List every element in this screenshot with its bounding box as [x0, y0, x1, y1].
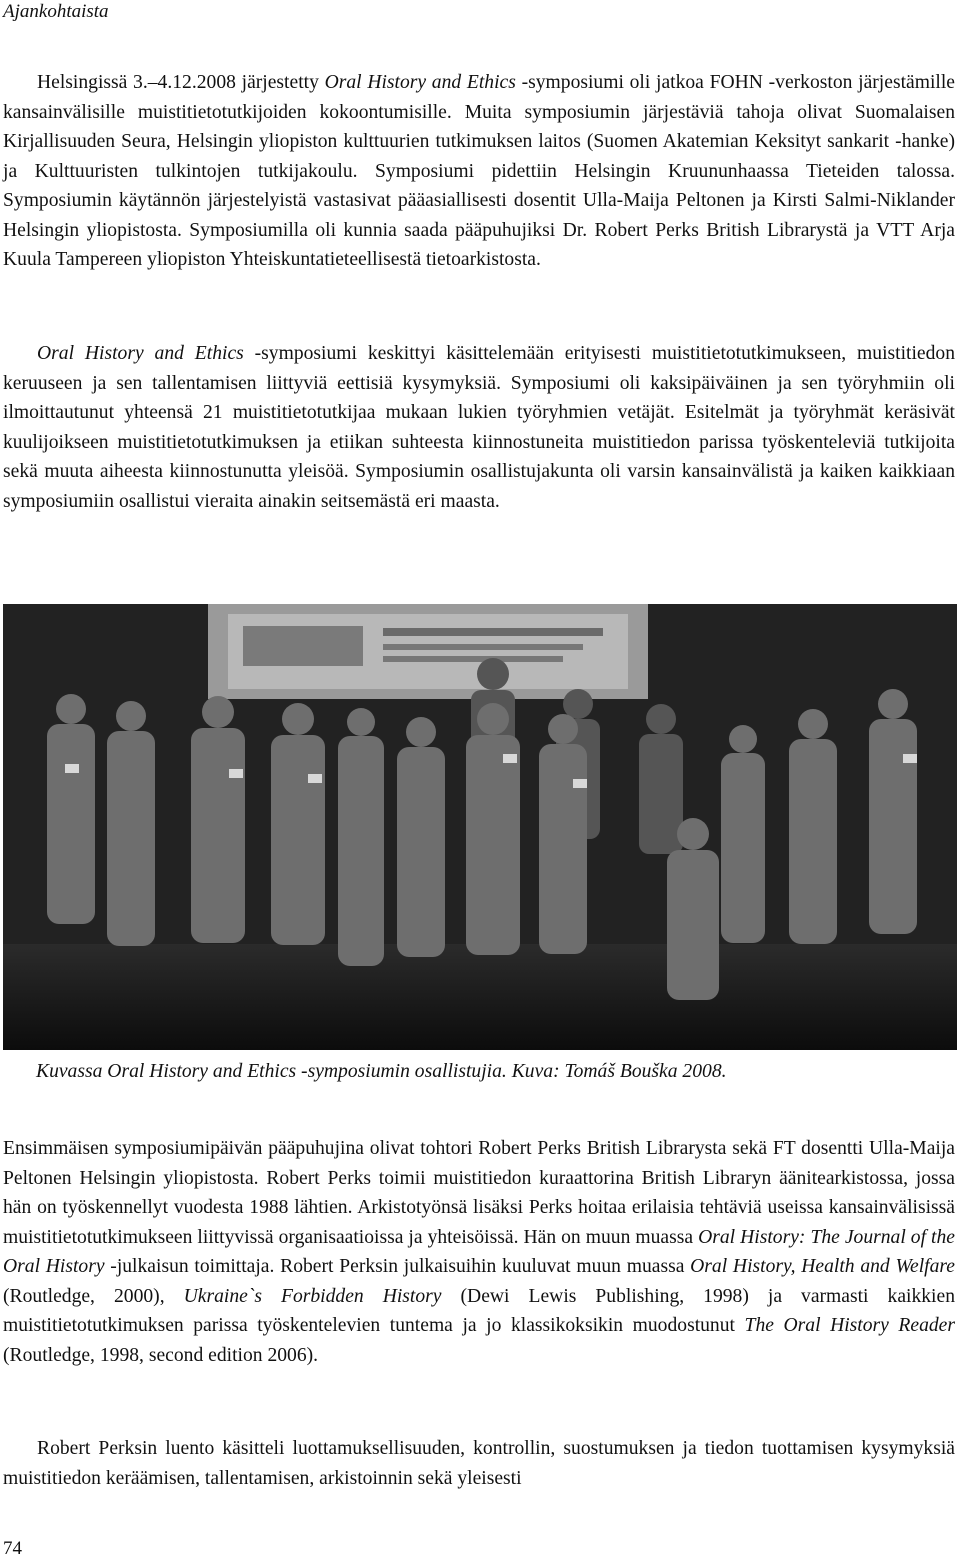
paragraph-intro: [3, 68, 955, 275]
text-run: Helsingissä 3.–4.12.2008 järjestetty: [37, 72, 325, 93]
italic-title: Ukraine`s Forbidden History: [183, 1285, 442, 1307]
paragraph-keynote-speakers: [3, 1134, 955, 1370]
text-run: -symposiumi keskittyi käsittelemään erityisesti muistitietotutkimukseen, muistitiedon keruuseen ja sen tallentamisen liittyviä eettisiä kysymyksiä. Symposiumi oli kaksipäiväinen ja sen työryhmiin oli ilmoittautunut yhteensä 21 muistitietotutkijaa mukaan lukien työryhmien vetäjät. Esitelmät ja työryhmät keräsivät kuulijoikseen muistitietotutkimuksen ja etiikan suhteesta kiinnostuneita muistitiedon parissa työskenteleviä tutkijoita sekä muuta aiheesta kiinnostunutta yleisöä. Symposiumin osallistujakunta oli varsin kansainvälistä ja kaiken kaikkiaan symposiumiin osallistui vieraita ainakin seitsemästä eri maasta.: [3, 343, 955, 512]
text-run: (Routledge, 2000),: [3, 1285, 184, 1307]
text-run: Ensimmäisen symposiumipäivän pääpuhujina olivat tohtori Robert Perks British Librarysta sekä FT dosentti Ulla-Maija Peltonen Helsingin yliopistosta. Robert Perks toimii muistitiedon kuraattorina British Libraryn äänitearkistossa, jossa hän on työskennellyt vuodesta 1988 lähtien. Arkistotyönsä lisäksi Perks hoitaa erilaisia tehtäviä useissa kansainvälisissä muistitietotutkimukseen liittyvissä organisaatioissa ja yhteisöissä. Hän on muun muassa: [3, 1138, 955, 1248]
paragraph-symposium-focus: [3, 339, 955, 516]
paragraph-perks-lecture: [3, 1434, 955, 1493]
text-run: -julkaisun toimittaja. Robert Perksin julkaisuihin kuuluvat muun muassa: [104, 1256, 691, 1277]
group-photo-illustration: [3, 604, 957, 1050]
text-run: (Dewi Lewis Publishing, 1998) ja varmasti kaikkien muistitietotutkimuksen parissa työskentelevien tuntema ja jo klassikoksikin muodostunut: [3, 1285, 955, 1336]
text-run: -symposiumi oli jatkoa FOHN -verkoston järjestämille kansainvälisille muistitietotutkijoiden kokoontumisille. Muita symposiumin järjestäviä tahoja olivat Suomalaisen Kirjallisuuden Seura, Helsingin yliopiston kulttuurien tutkimuksen laitos (Suomen Akatemian Keksityt sankarit -hanke) ja Kulttuuristen tulkintojen tutkijakoulu. Symposiumi pidettiin Helsingin Kruununhaassa Tieteiden talossa. Symposiumin käytännön järjestelyistä vastasivat pääasiallisesti dosentit Ulla-Maija Peltonen ja Kirsti Salmi-Niklander Helsingin yliopistosta. Symposiumilla oli kunnia saada pääpuhujiksi Dr. Robert Perks British Librarystä ja VTT Arja Kuula Tampereen yliopiston Yhteiskuntatieteellisestä tietoarkistosta.: [3, 72, 955, 270]
group-photo: [3, 604, 957, 1050]
page-number: 74: [3, 1538, 22, 1559]
text-run: (Routledge, 1998, second edition 2006).: [3, 1344, 319, 1366]
italic-title: Oral History and Ethics: [324, 72, 516, 93]
italic-title: Oral History and Ethics: [37, 343, 244, 364]
photo-caption: Kuvassa Oral History and Ethics -symposiumin osallistujia. Kuva: Tomáš Bouška 2008.: [36, 1061, 727, 1082]
text-run: Robert Perksin luento käsitteli luottamuksellisuuden, kontrollin, suostumuksen ja tiedon tuottamisen kysymyksiä muistitiedon keräämisen, tallentamisen, arkistoinnin sekä yleisesti: [3, 1438, 955, 1489]
section-header: Ajankohtaista: [3, 1, 109, 22]
italic-title: Oral History: The Journal of the Oral History: [3, 1226, 955, 1277]
italic-title: Oral History, Health and Welfare: [690, 1256, 955, 1277]
italic-title: The Oral History Reader: [744, 1315, 956, 1336]
